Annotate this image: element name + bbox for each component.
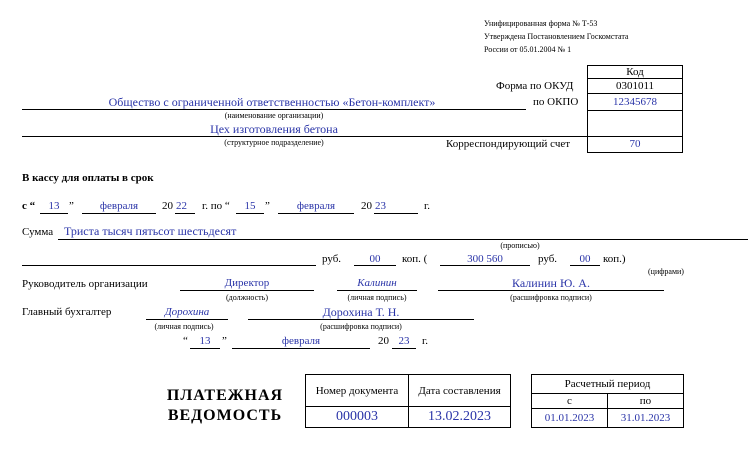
head-signature: Калинин [357,277,397,289]
doc-number-header: Номер документа [305,374,409,407]
doc-number-value: 000003 [305,406,409,428]
period-from-prefix: с “ [22,200,36,212]
code-divider [587,78,683,79]
digits-caption: (цифрами) [648,267,684,276]
document-title-line2: ВЕДОМОСТЬ [167,407,283,424]
organization-name: Общество с ограниченной ответственностью «Бетон-комплект» [108,95,436,109]
period-from-month: февраля [99,200,139,212]
period-to-month: февраля [296,200,336,212]
field-line [190,348,220,349]
date-suffix: г. [422,335,429,347]
rub-label-2: руб. [538,253,558,265]
sum-words: Триста тысяч пятьсот шестьдесят [64,224,237,238]
kop-label: коп. ( [402,253,428,265]
account-label: Корреспондирующий счет [446,138,571,150]
period-table-header: Расчетный период [531,374,684,394]
period-to-prefix: г. по “ [202,200,230,212]
period-from-day: 13 [48,200,60,212]
okpo-value: 12345678 [613,96,657,108]
accountant-name-caption: (расшифровка подписи) [320,322,402,331]
period-from-year: 22 [176,200,187,212]
okud-label: Форма по ОКУД [496,80,574,92]
digits-kop: 00 [579,253,591,265]
okpo-label: по ОКПО [533,96,579,108]
sum-words-line [58,239,748,240]
period-to-value: 31.01.2023 [607,408,684,428]
year-suffix: г. [424,200,431,212]
sum-words-caption: (прописью) [500,241,540,250]
field-line [175,213,195,214]
period-to-year: 23 [375,200,386,212]
kop-close: коп.) [603,253,626,265]
field-line [236,213,264,214]
year-prefix: 20 [162,200,173,212]
accountant-name: Дорохина Т. Н. [322,305,400,319]
form-note-line1: Унифицированная форма № Т-53 [484,19,598,28]
date-open-quote: “ [183,335,188,347]
date-year: 23 [398,335,410,347]
date-year-prefix: 20 [378,335,389,347]
field-line [440,265,530,266]
rub-label: руб. [322,253,342,265]
organization-caption: (наименование организации) [224,111,324,120]
okud-value: 0301011 [615,80,655,92]
field-line [278,213,354,214]
field-line [354,265,396,266]
head-name-caption: (расшифровка подписи) [510,293,592,302]
period-to-day: 15 [244,200,256,212]
field-line [570,265,600,266]
form-note-line2: Утверждена Постановлением Госкомстата [484,32,629,41]
head-position: Директор [224,277,270,289]
head-signature-caption: (личная подпись) [347,293,407,302]
year-prefix: 20 [361,200,372,212]
kod-label: Код [626,66,644,78]
date-close-quote: ” [222,335,227,347]
code-divider [587,110,683,111]
field-line [374,213,418,214]
account-value: 70 [629,138,641,150]
head-position-caption: (должность) [226,293,268,302]
field-line [392,348,416,349]
sum-label: Сумма [22,226,54,238]
field-line [180,290,314,291]
sum-words-line-2 [22,265,316,266]
period-heading: В кассу для оплаты в срок [22,172,154,184]
unit-caption: (структурное подразделение) [224,138,324,147]
unit-line [22,136,587,137]
field-line [40,213,68,214]
field-line [82,213,156,214]
code-divider [587,136,683,137]
sum-digits: 300 560 [467,253,503,265]
head-name: Калинин Ю. А. [512,276,590,290]
field-line [146,319,228,320]
field-line [337,290,417,291]
code-divider [587,93,683,94]
date-day: 13 [199,335,211,347]
date-month: февраля [281,335,321,347]
period-from-value: 01.01.2023 [531,408,608,428]
quote-close: ” [265,200,270,212]
form-note-line3: России от 05.01.2004 № 1 [484,45,572,54]
doc-date-value: 13.02.2023 [408,406,511,428]
period-to-header: по [607,393,684,409]
field-line [438,290,664,291]
document-title-line1: ПЛАТЕЖНАЯ [166,387,284,404]
organization-line [22,109,526,110]
accountant-signature-caption: (личная подпись) [154,322,214,331]
kop-whole: 00 [369,253,381,265]
head-label: Руководитель организации [22,278,148,290]
accountant-label: Главный бухгалтер [22,306,112,318]
unit-name: Цех изготовления бетона [210,122,338,136]
doc-date-header: Дата составления [408,374,511,407]
field-line [248,319,474,320]
accountant-signature: Дорохина [164,306,210,318]
period-from-header: с [531,393,608,409]
field-line [232,348,370,349]
quote-close: ” [69,200,74,212]
